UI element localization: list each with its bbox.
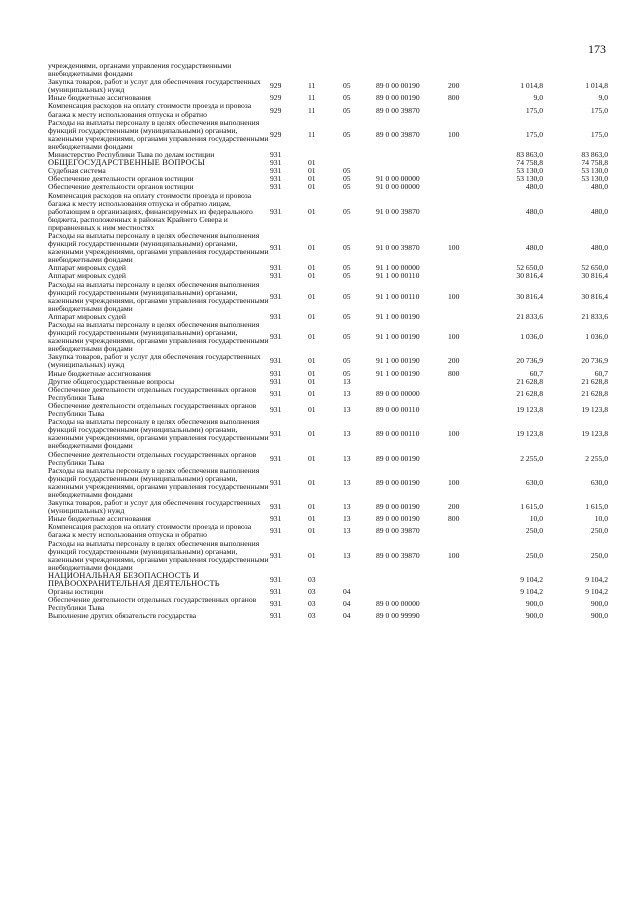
row-name: Закупка товаров, работ и услуг для обеспечения государственных (муниципальных) нужд (48, 498, 261, 516)
row-target-article: 89 0 00 00190 (376, 514, 420, 524)
row-expense-type (448, 159, 483, 167)
row-name: Министерство Республики Тыва по делам юстиции (48, 150, 215, 160)
row-amount-1: 30 816,4 (516, 291, 543, 301)
row-amount-1 (483, 62, 543, 78)
row-section-code: 01 (308, 356, 316, 366)
table-row (48, 418, 608, 450)
row-department-code: 931 (270, 174, 282, 184)
row-expense-type (448, 175, 483, 183)
row-subsection-code: 05 (343, 129, 351, 139)
row-section-code: 11 (308, 93, 316, 103)
row-amount-2: 480,0 (590, 182, 608, 192)
budget-table (48, 62, 608, 620)
row-section-code: 01 (308, 502, 316, 512)
row-expense-type: 200 (448, 502, 460, 512)
row-name: Обеспечение деятельности отдельных государственных органов Республики Тыва (48, 400, 257, 419)
row-section-code: 01 (308, 271, 316, 281)
row-target-article: 91 1 00 00190 (376, 332, 420, 342)
row-amount-2: 1 615,0 (585, 502, 608, 512)
row-expense-type (448, 378, 483, 386)
row-target-article: 91 1 00 00190 (376, 311, 420, 321)
row-expense-type (448, 62, 483, 78)
row-section-code: 11 (308, 105, 316, 115)
table-row (48, 612, 608, 620)
row-department-code: 931 (270, 526, 282, 536)
row-name: Аппарат мировых судей (48, 263, 126, 273)
row-name: Выполнение других обязательств государства (48, 611, 197, 621)
row-department-code: 931 (270, 166, 282, 176)
table-row (48, 321, 608, 353)
row-amount-1: 9 104,2 (520, 587, 543, 597)
table-row (48, 523, 608, 539)
row-amount-2: 30 816,4 (581, 271, 608, 281)
row-name: Судебная система (48, 166, 106, 176)
row-name: Обеспечение деятельности органов юстиции (48, 174, 194, 184)
table-row (48, 451, 608, 467)
row-expense-type: 800 (448, 93, 460, 103)
row-name: Компенсация расходов на оплату стоимости проезда и провоза багажа к месту использования отпуска и обратно (48, 522, 252, 540)
row-section-code: 01 (308, 453, 316, 463)
row-expense-type (448, 523, 483, 539)
row-department-code: 931 (270, 291, 282, 301)
row-expense-type: 800 (448, 514, 460, 524)
row-amount-2: 74 758,8 (581, 158, 608, 168)
row-target-article: 89 0 00 00110 (376, 404, 420, 414)
table-row (48, 402, 608, 418)
row-department-code: 931 (270, 150, 282, 160)
row-department-code: 931 (270, 599, 282, 609)
row-expense-type (448, 264, 483, 272)
row-section-code: 01 (308, 368, 316, 378)
row-amount-2: 21 628,8 (581, 376, 608, 386)
row-amount-1: 10,0 (529, 514, 543, 524)
row-amount-1: 175,0 (525, 129, 543, 139)
row-name: Иные бюджетные ассигнования (48, 514, 151, 524)
row-name: Органы юстиции (48, 587, 104, 597)
row-section-code: 03 (308, 599, 316, 609)
row-expense-type: 100 (448, 332, 460, 342)
row-section-code: 01 (308, 550, 316, 560)
row-subsection-code: 13 (343, 453, 351, 463)
table-row (48, 386, 608, 402)
row-target-article (376, 151, 448, 159)
row-subsection-code: 05 (343, 271, 351, 281)
row-section-code: 01 (308, 429, 316, 439)
row-name: Закупка товаров, работ и услуг для обеспечения государственных (муниципальных) нужд (48, 77, 261, 95)
row-expense-type: 100 (448, 243, 460, 253)
row-section-code: 01 (308, 206, 316, 216)
row-expense-type (448, 572, 483, 588)
row-subsection-code: 05 (343, 356, 351, 366)
row-target-article: 89 0 00 00000 (376, 388, 420, 398)
row-amount-1: 19 123,8 (516, 404, 543, 414)
row-amount-1: 9,0 (533, 93, 543, 103)
row-department-code: 931 (270, 368, 282, 378)
row-section-code: 01 (308, 311, 316, 321)
row-target-article: 89 0 00 00110 (376, 429, 420, 439)
row-target-article: 89 0 00 00190 (376, 502, 420, 512)
row-target-article: 89 0 00 00000 (376, 599, 420, 609)
row-department-code: 931 (270, 429, 282, 439)
row-subsection-code: 05 (343, 166, 351, 176)
row-amount-1: 20 736,9 (516, 356, 543, 366)
row-amount-2: 175,0 (590, 105, 608, 115)
row-name: Расходы на выплаты персоналу в целях обеспечения выполнения функций государственными (муниципальными) органами, казенными учреждениями, органами управления государственными внебюджетными фондами (48, 538, 269, 572)
row-expense-type (448, 151, 483, 159)
row-section-code: 01 (308, 243, 316, 253)
row-subsection-code: 13 (343, 514, 351, 524)
row-expense-type: 100 (448, 291, 460, 301)
page-number: 173 (588, 42, 606, 56)
row-section-code: 01 (308, 263, 316, 273)
row-amount-1: 900,0 (525, 611, 543, 621)
table-row (48, 62, 608, 78)
row-expense-type: 100 (448, 129, 460, 139)
row-department-code: 931 (270, 263, 282, 273)
row-amount-2: 21 628,8 (581, 388, 608, 398)
row-subsection-code: 05 (343, 263, 351, 273)
row-expense-type (448, 612, 483, 620)
row-name: Расходы на выплаты персоналу в целях обеспечения выполнения функций государственными (муниципальными) органами, казенными учреждениями, органами управления государственными внебюджетными фондами (48, 117, 269, 151)
row-amount-2: 900,0 (590, 599, 608, 609)
row-subsection-code: 04 (343, 587, 351, 597)
row-department-code: 931 (270, 502, 282, 512)
row-subsection-code: 13 (343, 477, 351, 487)
row-amount-1: 30 816,4 (516, 271, 543, 281)
row-amount-1: 2 255,0 (520, 453, 543, 463)
row-target-article: 89 0 00 00190 (376, 477, 420, 487)
row-target-article: 91 0 00 00000 (376, 182, 420, 192)
row-department-code: 931 (270, 376, 282, 386)
row-amount-2: 175,0 (590, 129, 608, 139)
row-section-code: 01 (308, 291, 316, 301)
row-department-code: 931 (270, 182, 282, 192)
row-name: Расходы на выплаты персоналу в целях обеспечения выполнения функций государственными (муниципальными) органами, казенными учреждениями, органами управления государственными внебюджетными фондами (48, 279, 269, 313)
row-expense-type (448, 451, 483, 467)
row-name: Компенсация расходов на оплату стоимости проезда и провоза багажа к месту использования отпуска и обратно лицам, работающим в организациях, финансируемых из федерального бюджета, расположенных в районах Крайнего Севера и приравненных к ним местностях (48, 190, 253, 232)
row-amount-2: 30 816,4 (581, 291, 608, 301)
row-name: Закупка товаров, работ и услуг для обеспечения государственных (муниципальных) нужд (48, 352, 261, 370)
row-target-article: 91 0 00 39870 (376, 206, 420, 216)
row-subsection-code: 13 (343, 388, 351, 398)
row-amount-2: 9,0 (598, 93, 608, 103)
row-expense-type: 100 (448, 550, 460, 560)
row-department-code (270, 62, 308, 78)
row-amount-1: 21 628,8 (516, 388, 543, 398)
row-target-article: 91 0 00 39870 (376, 243, 420, 253)
row-name: Расходы на выплаты персоналу в целях обеспечения выполнения функций государственными (муниципальными) органами, казенными учреждениями, органами управления государственными внебюджетными фондами (48, 320, 269, 354)
table-row (48, 596, 608, 612)
row-expense-type: 100 (448, 429, 460, 439)
row-amount-2: 19 123,8 (581, 404, 608, 414)
row-department-code: 931 (270, 574, 282, 584)
row-department-code: 931 (270, 477, 282, 487)
row-amount-2: 20 736,9 (581, 356, 608, 366)
row-subsection-code: 05 (343, 174, 351, 184)
row-subsection-code: 13 (343, 502, 351, 512)
row-amount-2: 53 130,0 (581, 166, 608, 176)
row-amount-2: 10,0 (594, 514, 608, 524)
row-amount-2: 53 130,0 (581, 174, 608, 184)
row-department-code: 929 (270, 81, 282, 91)
row-amount-1: 74 758,8 (516, 158, 543, 168)
row-target-article (376, 378, 448, 386)
row-section-code: 11 (308, 81, 316, 91)
table-row (48, 572, 608, 588)
row-target-article (376, 572, 448, 588)
row-amount-2: 19 123,8 (581, 429, 608, 439)
row-subsection-code: 13 (343, 526, 351, 536)
row-amount-1: 1 014,8 (520, 81, 543, 91)
row-subsection-code: 05 (343, 311, 351, 321)
row-target-article: 89 0 00 00190 (376, 93, 420, 103)
row-amount-2: 2 255,0 (585, 453, 608, 463)
row-department-code: 931 (270, 158, 282, 168)
row-target-article: 89 0 00 39870 (376, 105, 420, 115)
table-row (48, 353, 608, 369)
row-amount-1: 175,0 (525, 105, 543, 115)
row-subsection-code: 05 (343, 332, 351, 342)
row-department-code: 931 (270, 388, 282, 398)
table-row (48, 192, 608, 232)
row-name: Иные бюджетные ассигнования (48, 93, 151, 103)
row-amount-1: 83 863,0 (516, 150, 543, 160)
row-amount-1: 21 628,8 (516, 376, 543, 386)
row-amount-1: 53 130,0 (516, 174, 543, 184)
row-amount-2: 9 104,2 (585, 574, 608, 584)
row-department-code: 931 (270, 243, 282, 253)
row-section-code: 01 (308, 514, 316, 524)
budget-table-body (48, 62, 608, 620)
row-amount-1: 630,0 (525, 477, 543, 487)
row-subsection-code (343, 62, 376, 78)
row-department-code: 931 (270, 404, 282, 414)
row-name: Расходы на выплаты персоналу в целях обеспечения выполнения функций государственными (муниципальными) органами, казенными учреждениями, органами управления государственными внебюджетными фондами (48, 417, 269, 451)
row-subsection-code: 13 (343, 550, 351, 560)
table-row (48, 102, 608, 118)
table-row (48, 499, 608, 515)
row-subsection-code: 05 (343, 182, 351, 192)
row-subsection-code: 05 (343, 243, 351, 253)
row-expense-type (448, 402, 483, 418)
row-expense-type (448, 313, 483, 321)
row-expense-type (448, 272, 483, 280)
row-name: Другие общегосударственные вопросы (48, 376, 175, 386)
row-expense-type: 100 (448, 477, 460, 487)
row-amount-2: 480,0 (590, 243, 608, 253)
row-target-article: 89 0 00 39870 (376, 550, 420, 560)
row-name: Расходы на выплаты персоналу в целях обеспечения выполнения функций государственными (муниципальными) органами, казенными учреждениями, органами управления государственными внебюджетными фондами (48, 465, 269, 499)
row-section-code: 01 (308, 166, 316, 176)
row-target-article: 89 0 00 00190 (376, 81, 420, 91)
row-department-code: 931 (270, 611, 282, 621)
row-target-article: 89 0 00 39870 (376, 526, 420, 536)
row-section-code: 01 (308, 388, 316, 398)
row-amount-1: 60,7 (529, 368, 543, 378)
row-subsection-code: 05 (343, 93, 351, 103)
row-subsection-code: 04 (343, 599, 351, 609)
row-section-code: 03 (308, 574, 316, 584)
row-amount-1: 1 036,0 (520, 332, 543, 342)
table-row (48, 232, 608, 264)
row-department-code: 931 (270, 453, 282, 463)
row-subsection-code: 13 (343, 429, 351, 439)
row-target-article: 89 0 00 00190 (376, 453, 420, 463)
row-amount-1: 52 650,0 (516, 263, 543, 273)
row-name: ОБЩЕГОСУДАРСТВЕННЫЕ ВОПРОСЫ (48, 158, 206, 168)
row-target-article: 91 1 00 00190 (376, 368, 420, 378)
row-target-article: 91 1 00 00110 (376, 271, 420, 281)
row-amount-2: 900,0 (590, 611, 608, 621)
row-subsection-code: 13 (343, 376, 351, 386)
row-amount-2: 83 863,0 (581, 150, 608, 160)
table-row (48, 281, 608, 313)
row-section-code: 11 (308, 129, 316, 139)
row-amount-1: 250,0 (525, 550, 543, 560)
row-amount-1: 480,0 (525, 182, 543, 192)
row-section-code: 01 (308, 477, 316, 487)
row-subsection-code (343, 151, 376, 159)
row-expense-type: 200 (448, 81, 460, 91)
row-target-article (376, 159, 448, 167)
row-department-code: 929 (270, 93, 282, 103)
row-amount-2: 630,0 (590, 477, 608, 487)
row-expense-type (448, 588, 483, 596)
table-row (48, 78, 608, 94)
row-name: Аппарат мировых судей (48, 311, 126, 321)
row-department-code: 931 (270, 332, 282, 342)
row-subsection-code: 05 (343, 105, 351, 115)
table-row (48, 119, 608, 151)
row-amount-2: 9 104,2 (585, 587, 608, 597)
row-name: Обеспечение деятельности отдельных государственных органов Республики Тыва (48, 449, 257, 467)
row-section-code: 01 (308, 182, 316, 192)
row-target-article: 91 1 00 00190 (376, 356, 420, 366)
row-expense-type (448, 102, 483, 118)
row-name: НАЦИОНАЛЬНАЯ БЕЗОПАСНОСТЬ И ПРАВООХРАНИТЕЛЬНАЯ ДЕЯТЕЛЬНОСТЬ (48, 570, 220, 588)
row-amount-1: 480,0 (525, 243, 543, 253)
row-target-article (376, 62, 448, 78)
row-name: Аппарат мировых судей (48, 271, 126, 281)
table-row (48, 467, 608, 499)
row-amount-1: 21 833,6 (516, 311, 543, 321)
row-expense-type (448, 596, 483, 612)
row-department-code: 931 (270, 550, 282, 560)
row-subsection-code: 13 (343, 404, 351, 414)
row-target-article: 91 1 00 00000 (376, 263, 420, 273)
row-expense-type: 800 (448, 368, 460, 378)
row-expense-type: 200 (448, 356, 460, 366)
row-target-article: 89 0 00 39870 (376, 129, 420, 139)
row-department-code: 929 (270, 105, 282, 115)
row-department-code: 931 (270, 356, 282, 366)
row-amount-1: 900,0 (525, 599, 543, 609)
row-amount-2: 60,7 (594, 368, 608, 378)
row-name: Расходы на выплаты персоналу в целях обеспечения выполнения функций государственными (муниципальными) органами, казенными учреждениями, органами управления государственными внебюджетными фондами (48, 230, 269, 265)
row-section-code: 01 (308, 404, 316, 414)
row-name: Обеспечение деятельности отдельных государственных органов Республики Тыва (48, 595, 257, 613)
row-section-code: 01 (308, 526, 316, 536)
row-subsection-code: 05 (343, 368, 351, 378)
row-amount-2: 52 650,0 (581, 263, 608, 273)
row-target-article: 89 0 00 99990 (376, 611, 420, 621)
row-expense-type (448, 167, 483, 175)
row-amount-1: 53 130,0 (516, 166, 543, 176)
row-section-code: 01 (308, 174, 316, 184)
row-department-code: 931 (270, 271, 282, 281)
row-amount-1: 9 104,2 (520, 574, 543, 584)
row-name: Компенсация расходов на оплату стоимости проезда и провоза багажа к месту использования отпуска и обратно (48, 101, 252, 119)
row-department-code: 931 (270, 514, 282, 524)
table-row (48, 540, 608, 572)
row-subsection-code: 04 (343, 611, 351, 621)
row-name: Иные бюджетные ассигнования (48, 368, 151, 378)
row-target-article: 91 1 00 00110 (376, 291, 420, 301)
row-name: Обеспечение деятельности отдельных государственных органов Республики Тыва (48, 384, 257, 402)
row-target-article: 91 0 00 00000 (376, 174, 420, 184)
row-amount-2: 250,0 (590, 550, 608, 560)
row-section-code: 03 (308, 611, 316, 621)
row-amount-1: 480,0 (525, 206, 543, 216)
row-department-code: 929 (270, 129, 282, 139)
row-expense-type (448, 386, 483, 402)
row-target-article (376, 588, 448, 596)
row-department-code: 931 (270, 587, 282, 597)
row-subsection-code: 05 (343, 291, 351, 301)
row-amount-2 (543, 62, 608, 78)
row-section-code: 01 (308, 158, 316, 168)
row-department-code: 931 (270, 206, 282, 216)
row-department-code: 931 (270, 311, 282, 321)
row-section-code: 01 (308, 332, 316, 342)
row-section-code: 03 (308, 587, 316, 597)
row-amount-2: 21 833,6 (581, 311, 608, 321)
row-expense-type (448, 183, 483, 191)
row-amount-2: 1 014,8 (585, 81, 608, 91)
row-amount-2: 1 036,0 (585, 332, 608, 342)
row-subsection-code: 05 (343, 81, 351, 91)
row-amount-2: 480,0 (590, 206, 608, 216)
row-name: Обеспечение деятельности органов юстиции (48, 182, 194, 192)
row-section-code (308, 62, 343, 78)
row-subsection-code (343, 572, 376, 588)
row-amount-1: 19 123,8 (516, 429, 543, 439)
row-amount-1: 250,0 (525, 526, 543, 536)
row-subsection-code: 05 (343, 206, 351, 216)
row-expense-type (448, 192, 483, 232)
row-amount-2: 250,0 (590, 526, 608, 536)
row-section-code: 01 (308, 376, 316, 386)
row-amount-1: 1 615,0 (520, 502, 543, 512)
row-name: учреждениями, органами управления государственными внебюджетными фондами (48, 61, 232, 79)
